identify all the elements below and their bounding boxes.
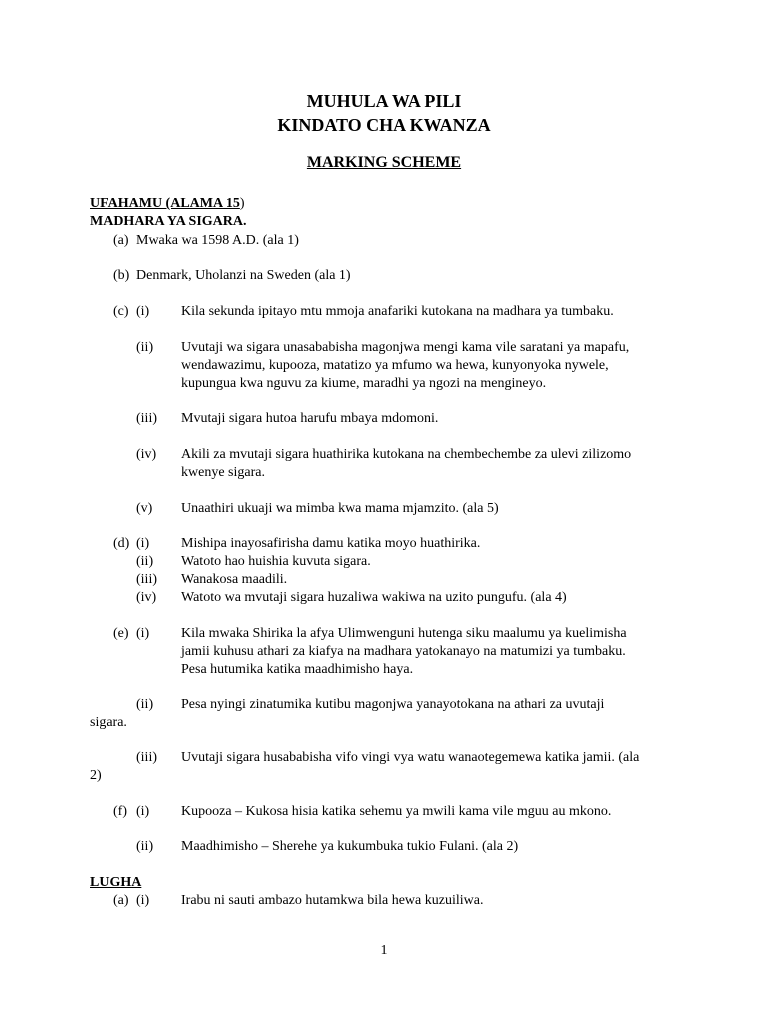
- item-a-label: (a): [113, 233, 129, 248]
- item-e-iii-text: Uvutaji sigara husababisha vifo vingi vya watu wanaotegemewa katika jamii. (ala: [181, 750, 640, 765]
- item-c-v-text: Unaathiri ukuaji wa mimba kwa mama mjamzito. (ala 5): [181, 501, 499, 516]
- page-title-line2: KINDATO CHA KWANZA: [277, 115, 491, 135]
- item-d-iii-label: (iii): [136, 572, 157, 587]
- item-d-i-text: Mishipa inayosafirisha damu katika moyo huathirika.: [181, 536, 481, 551]
- item-e-i-label: (i): [136, 626, 150, 641]
- item-c-label: (c): [113, 304, 129, 319]
- section-heading-ufahamu: [90, 195, 245, 213]
- item-c-i-text: Kila sekunda ipitayo mtu mmoja anafariki kutokana na madhara ya tumbaku.: [181, 304, 614, 319]
- text-line: jamii kuhusu athari za kiafya na madhara yatokanayo na matumizi ya tumbaku.: [181, 644, 626, 659]
- item-e-i-text: [181, 625, 627, 679]
- item-c-iv-text: [181, 446, 631, 482]
- item-e-iii-wrap: 2): [90, 768, 102, 783]
- lugha-a-i-text: Irabu ni sauti ambazo hutamkwa bila hewa kuzuiliwa.: [181, 893, 484, 908]
- passage-title: MADHARA YA SIGARA.: [90, 214, 247, 229]
- item-c-iii-text: Mvutaji sigara hutoa harufu mbaya mdomoni.: [181, 411, 439, 426]
- item-b-label: (b): [113, 268, 130, 283]
- item-c-ii-text: [181, 339, 629, 393]
- item-c-ii-label: (ii): [136, 340, 154, 355]
- item-e-ii-wrap: sigara.: [90, 715, 127, 730]
- item-d-label: (d): [113, 536, 130, 551]
- item-f-i-label: (i): [136, 804, 150, 819]
- text-line: kwenye sigara.: [181, 465, 265, 480]
- item-c-iv-label: (iv): [136, 447, 157, 462]
- text-line: Pesa hutumika katika maadhimisho haya.: [181, 662, 414, 677]
- item-d-ii-text: Watoto hao huishia kuvuta sigara.: [181, 554, 371, 569]
- item-f-ii-text: Maadhimisho – Sherehe ya kukumbuka tukio Fulani. (ala 2): [181, 839, 519, 854]
- lugha-a-label: (a): [113, 893, 129, 908]
- page-subtitle: MARKING SCHEME: [306, 154, 462, 171]
- text-line: Uvutaji wa sigara unasababisha magonjwa mengi kama vile saratani ya mapafu,: [181, 340, 630, 355]
- item-a-text: Mwaka wa 1598 A.D. (ala 1): [136, 233, 299, 248]
- page-title-line1: MUHULA WA PILI: [306, 91, 462, 111]
- section-heading-paren: ): [239, 196, 245, 211]
- text-line: Akili za mvutaji sigara huathirika kutokana na chembechembe za ulevi zilizomo: [181, 447, 632, 462]
- item-c-v-label: (v): [136, 501, 153, 516]
- item-e-label: (e): [113, 626, 129, 641]
- lugha-a-i-label: (i): [136, 893, 150, 908]
- text-line: wendawazimu, kupooza, matatizo ya mfumo wa hewa, kunyonyoka nywele,: [181, 358, 609, 373]
- item-c-i-label: (i): [136, 304, 150, 319]
- item-c-iii-label: (iii): [136, 411, 157, 426]
- item-e-iii-label: (iii): [136, 750, 157, 765]
- item-e-ii-label: (ii): [136, 697, 154, 712]
- item-d-iv-label: (iv): [136, 590, 157, 605]
- text-line: Kila mwaka Shirika la afya Ulimwenguni hutenga siku maalumu ya kuelimisha: [181, 626, 627, 641]
- item-d-iii-text: Wanakosa maadili.: [181, 572, 288, 587]
- item-d-iv-text: Watoto wa mvutaji sigara huzaliwa wakiwa na uzito pungufu. (ala 4): [181, 590, 567, 605]
- section-heading-text: UFAHAMU (ALAMA 15: [90, 196, 240, 211]
- item-d-ii-label: (ii): [136, 554, 154, 569]
- item-e-ii-text: Pesa nyingi zinatumika kutibu magonjwa yanayotokana na athari za uvutaji: [181, 697, 605, 712]
- item-d-i-label: (i): [136, 536, 150, 551]
- item-f-label: (f): [113, 804, 127, 819]
- text-line: kupungua kwa nguvu za kiume, maradhi ya ngozi na mengineyo.: [181, 376, 547, 391]
- item-b-text: Denmark, Uholanzi na Sweden (ala 1): [136, 268, 351, 283]
- section-heading-lugha: LUGHA: [90, 875, 142, 890]
- item-f-i-text: Kupooza – Kukosa hisia katika sehemu ya mwili kama vile mguu au mkono.: [181, 804, 612, 819]
- page-number: 1: [380, 943, 388, 958]
- item-f-ii-label: (ii): [136, 839, 154, 854]
